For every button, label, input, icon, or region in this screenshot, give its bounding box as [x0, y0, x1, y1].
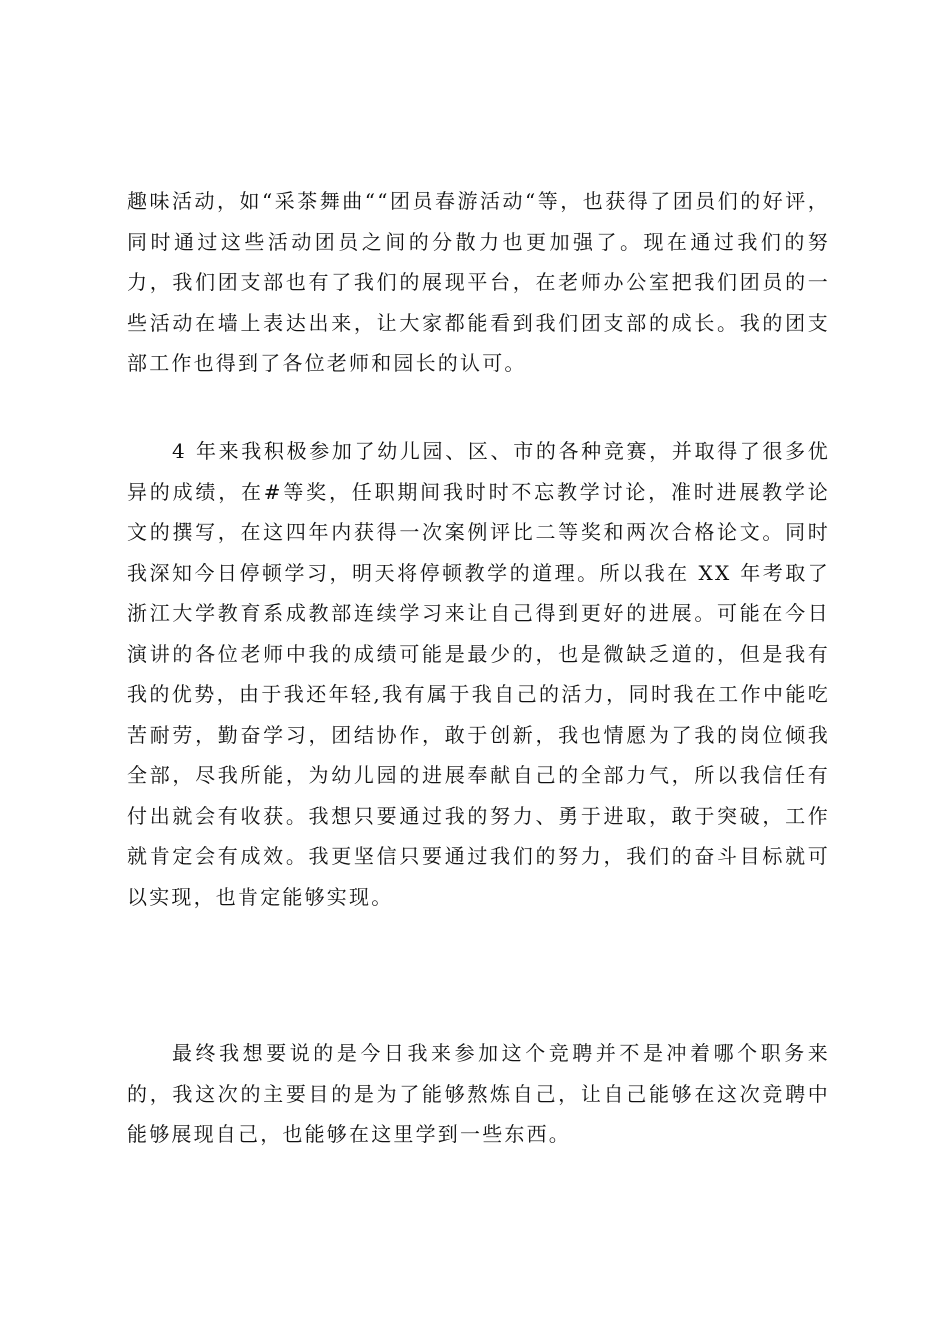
paragraph-3: 最终我想要说的是今日我来参加这个竞聘并不是冲着哪个职务来的，我这次的主要目的是为了能够熬炼自己，让自己能够在这次竞聘中能够展现自己，也能够在这里学到一些东西。: [127, 1041, 830, 1146]
paragraph-1: 趣味活动，如“采茶舞曲““团员春游活动“等，也获得了团员们的好评，同时通过这些活动团员之间的分散力也更加强了。现在通过我们的努力，我们团支部也有了我们的展现平台，在老师办公室把我们团员的一些活动在墙上表达出来，让大家都能看到我们团支部的成长。我的团支部工作也得到了各位老师和园长的认可。: [127, 189, 830, 375]
paragraph-2: 4 年来我积极参加了幼儿园、区、市的各种竞赛，并取得了很多优异的成绩，在#等奖，任职期间我时时不忘教学讨论，准时进展教学论文的撰写，在这四年内获得一次案例评比二等奖和两次合格论文。同时我深知今日停顿学习，明天将停顿教学的道理。所以我在 XX 年考取了浙江大学教育系成教部连续学习来让自己得到更好的进展。可能在今日演讲的各位老师中我的成绩可能是最少的，也是微缺乏道的，但是我有我的优势，由于我还年轻,我有属于我自己的活力，同时我在工作中能吃苦耐劳，勤奋学习，团结协作，敢于创新，我也情愿为了我的岗位倾我全部，尽我所能，为幼儿园的进展奉献自己的全部力气，所以我信任有付出就会有收获。我想只要通过我的努力、勇于进取，敢于突破，工作就肯定会有成效。我更坚信只要通过我们的努力，我们的奋斗目标就可以实现，也肯定能够实现。: [127, 439, 830, 909]
